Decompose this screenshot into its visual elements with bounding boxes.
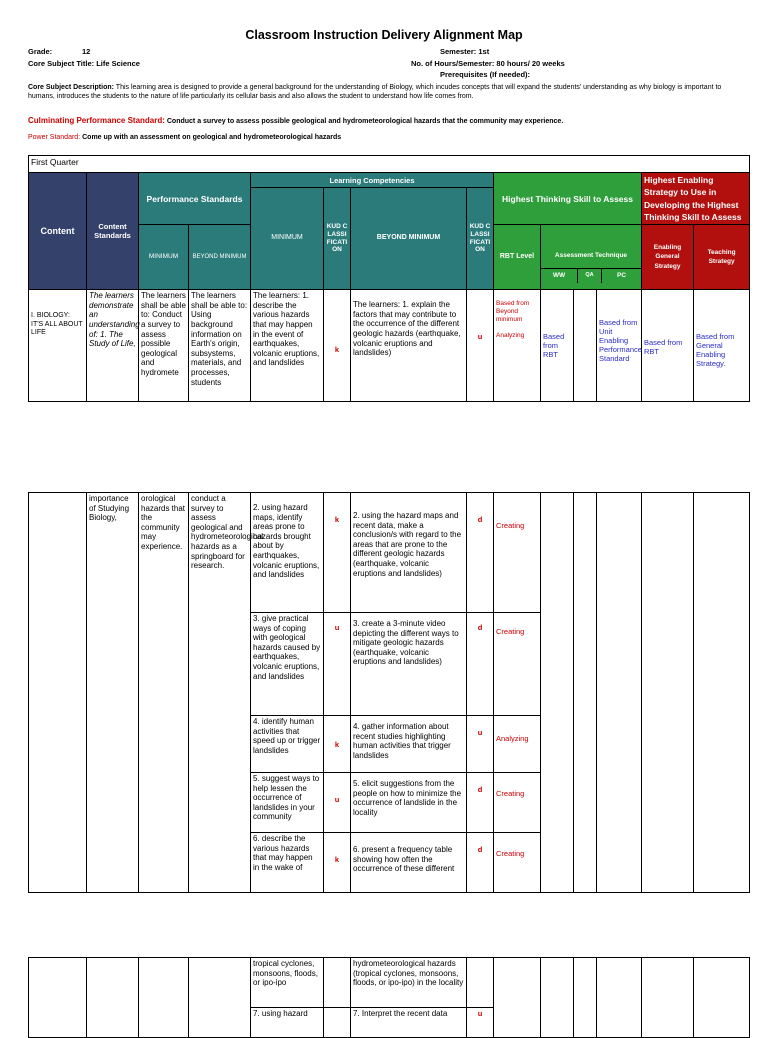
row3-lc-beyond-7: 7. Interpret the recent data [351,1008,467,1038]
header-performance-standards: Performance Standards [139,173,251,225]
culminating-label: Culminating Performance Standard: [28,116,165,125]
row1-rbt-level: Analyzing [496,331,525,339]
row2-lc-minimum-5: 5. suggest ways to help lessen the occurrence of landslides in your community [251,773,324,833]
row2-lc-beyond-2: 2. using the hazard maps and recent data, make a conclusion/s with regard to the areas that are prone to the different geologic hazards (earthquake, volcanic eruptions and landslides) [351,493,467,613]
row2-lc-beyond-3: 3. create a 3-minute video depicting the different ways to mitigate geologic hazards (earthquake, volcanic eruptions and landslides) [351,613,467,716]
row1-lc-minimum: The learners: 1. describe the various hazards that may happen in the event of earthquakes, volcanic eruptions, and landslides [251,290,324,402]
row2-pc [597,493,642,893]
row3-teaching-strategy [694,958,750,1038]
row1-qa [574,290,597,402]
header-highest-enabling-strategy: Highest Enabling Strategy to Use in Developing the Highest Thinking Skill to Assess [642,173,750,225]
row1-rbt-note: Based from Beyond minimum [496,300,530,323]
row3-lc-beyond: hydrometeorological hazards (tropical cyclones, monsoons, floods, or ipo-ipo) in the locality [351,958,467,1008]
row2-rbt-6: Creating [494,833,541,893]
row3-lc-minimum: tropical cyclones, monsoons, floods, or ipo-ipo [251,958,324,1008]
row2-content [29,493,87,893]
header-kud-1: KUD CLASSIFICATION [324,188,351,290]
row2-enabling-general-strategy [642,493,694,893]
row2-lc-minimum-6: 6. describe the various hazards that may happen in the wake of [251,833,324,893]
row2-kud-2-6: d [467,833,494,893]
header-perf-beyond: BEYOND MINIMUM [189,225,251,290]
row3-kud-2-7: u [467,1008,494,1038]
header-lc-minimum: MINIMUM [251,188,324,290]
row2-rbt-3: Creating [494,613,541,716]
row1-kud-2: u [467,290,494,402]
grade-value: 12 [82,47,91,56]
row1-pc: Based from Unit Enabling Performance Standard [597,290,642,402]
row2-lc-beyond-4: 4. gather information about recent studies highlighting human activities that trigger landslides [351,716,467,773]
header-learning-competencies: Learning Competencies [251,173,494,188]
core-description [28,84,743,102]
row3-qa [574,958,597,1038]
row3-kud-2 [467,958,494,1008]
row2-kud-1-2: k [324,493,351,613]
header-perf-minimum: MINIMUM [139,225,189,290]
row3-ww [541,958,574,1038]
row1-rbt [494,290,541,402]
alignment-table-3 [28,957,750,1038]
row3-pc [597,958,642,1038]
description-text: This learning area is designed to provide a general background for the understanding of Biology, which incudes concepts that will expand the students' understanding as why biology is important to humans, introduces the students to the nature of life particularly its cellular basis and also allows the student to understand how life comes from. [28,84,722,100]
row3-enabling-general-strategy [642,958,694,1038]
header-assessment-technique [541,225,642,290]
semester: Semester: 1st [440,47,490,56]
header-highest-thinking-skill: Highest Thinking Skill to Assess [494,173,642,225]
row2-qa [574,493,597,893]
alignment-table-1 [28,155,750,402]
header-content-standards: Content Standards [87,173,139,290]
header-enabling-general-strategy: Enabling General Strategy [642,225,694,290]
row1-enabling-general-strategy: Based from RBT [642,290,694,402]
row1-content: I. BIOLOGY: IT'S ALL ABOUT LIFE [29,290,87,402]
alignment-table-2 [28,492,750,893]
row2-ww [541,493,574,893]
row3-content-standards [87,958,139,1038]
row1-kud-1: k [324,290,351,402]
row2-kud-2-3: d [467,613,494,716]
row1-perf-beyond: The learners shall be able to: Using background information on Earth's origin, subsystems, materials, and processes, students [189,290,251,402]
row2-perf-beyond: conduct a survey to assess geological and hydrometeorological hazards as a springboard for research. [189,493,251,893]
row2-teaching-strategy [694,493,750,893]
row1-content-standards: The learners demonstrate an understanding of: 1. The Study of Life, [87,290,139,402]
row2-rbt-4: Analyzing [494,716,541,773]
row2-rbt-5: Creating [494,773,541,833]
row2-content-standards: importance of Studying Biology, [87,493,139,893]
grade-label: Grade: [28,47,53,56]
header-ww: WW [541,269,578,283]
row2-lc-minimum-2: 2. using hazard maps, identify areas prone to hazards brought about by earthquakes, volcanic eruptions, and landslides [251,493,324,613]
header-kud-2: KUD CLASSIFICATION [467,188,494,290]
header-teaching-strategy: Teaching Strategy [694,225,750,290]
description-label: Core Subject Description: [28,84,114,91]
row1-teaching-strategy: Based from General Enabling Strategy. [694,290,750,402]
row2-lc-beyond-5: 5. elicit suggestions from the people on how to minimize the occurrence of landslide in the locality [351,773,467,833]
subject-title: Core Subject Title: Life Science [28,59,140,68]
row3-content [29,958,87,1038]
row1-perf-minimum: The learners shall be able to: Conduct a survey to assess possible geological and hydromete [139,290,189,402]
culminating-text: Conduct a survey to assess possible geological and hydrometeorological hazards that the community may experience. [166,118,564,125]
row1-lc-beyond: The learners: 1. explain the factors that may contribute to the occurrence of the different geologic hazards (earthquake, volcanic eruptions and landslides) [351,290,467,402]
row2-kud-1-4: k [324,716,351,773]
row3-rbt [494,958,541,1038]
header-lc-beyond: BEYOND MINIMUM [351,188,467,290]
row3-kud-1-7 [324,1008,351,1038]
header-qa: QA [578,269,602,283]
row1-ww: Based from RBT [541,290,574,402]
row2-lc-minimum-4: 4. identify human activities that speed up or trigger landslides [251,716,324,773]
row2-kud-2-4: u [467,716,494,773]
row2-lc-beyond-6: 6. present a frequency table showing how often the occurrence of these different [351,833,467,893]
row2-kud-2-5: d [467,773,494,833]
header-rbt-level: RBT Level [494,225,541,290]
page-title: Classroom Instruction Delivery Alignment Map [245,28,523,42]
power-label: Power Standard: [28,134,81,141]
row3-kud-1 [324,958,351,1008]
culminating-standard [28,116,743,125]
row2-kud-1-6: k [324,833,351,893]
row2-kud-1-5: u [324,773,351,833]
quarter-label: First Quarter [29,156,750,173]
row3-perf-beyond [189,958,251,1038]
assessment-technique-label: Assessment Technique [554,251,628,259]
power-standard [28,134,743,141]
row2-perf-minimum: orological hazards that the community may experience. [139,493,189,893]
hours: No. of Hours/Semester: 80 hours/ 20 weeks [411,59,565,68]
row3-lc-minimum-7: 7. using hazard [251,1008,324,1038]
row2-kud-1-3: u [324,613,351,716]
row3-perf-minimum [139,958,189,1038]
prerequisites: Prerequisites (If needed): [440,70,531,79]
row2-rbt-2: Creating [494,493,541,613]
header-content: Content [29,173,87,290]
row2-lc-minimum-3: 3. give practical ways of coping with geological hazards caused by earthquakes, volcanic eruptions, and landslides [251,613,324,716]
power-text: Come up with an assessment on geological and hydrometeorological hazards [82,134,342,141]
row2-kud-2-2: d [467,493,494,613]
header-pc: PC [616,271,627,279]
